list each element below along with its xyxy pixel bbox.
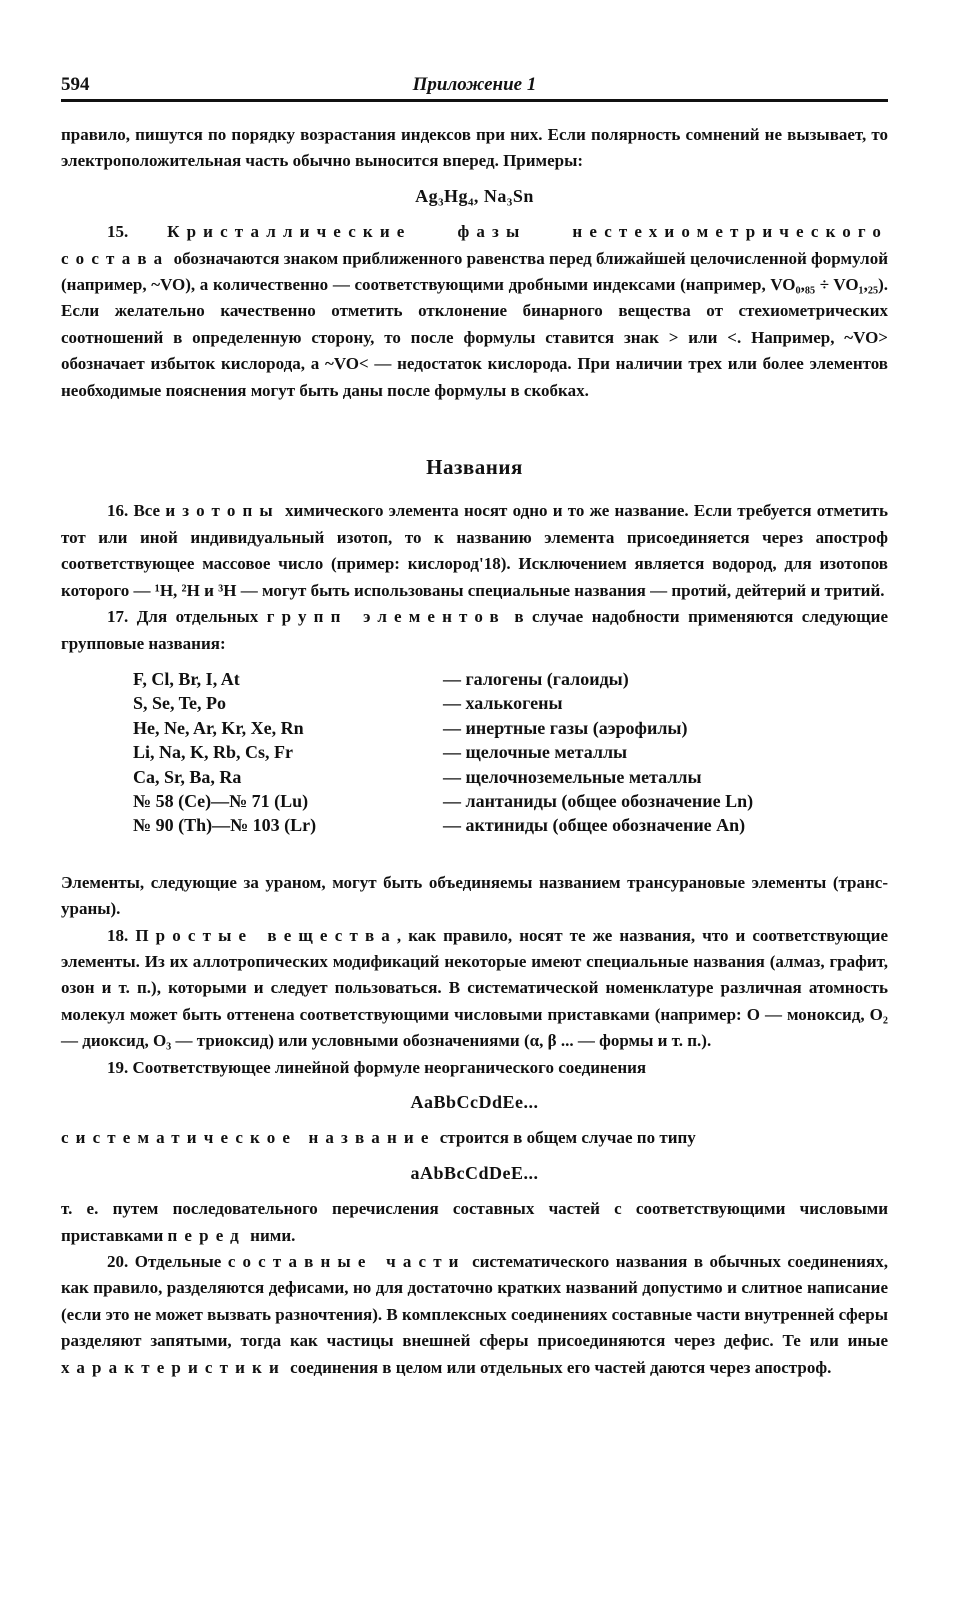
- paragraph-transuranic: Элементы, следующие за ураном, могут быть объединяемы названием трансурановые элементы (транс-ураны).: [61, 872, 888, 919]
- paragraph-text: Отдельные: [128, 1252, 228, 1272]
- spaced-term: изотопы: [165, 501, 280, 521]
- group-name: — галогены (галоиды): [443, 668, 629, 689]
- element-groups-table: [133, 667, 753, 838]
- group-name: — халькогены: [443, 693, 563, 714]
- group-elements: Li, Na, K, Rb, Cs, Fr: [133, 742, 294, 763]
- paragraph-systematic: [61, 1125, 888, 1151]
- paragraph-text: т. е. путем последовательного перечисления составных частей с соответствующими числовыми приставками: [61, 1199, 888, 1245]
- group-name: — инертные газы (аэрофилы): [443, 717, 688, 738]
- paragraph-text: ними.: [245, 1225, 296, 1245]
- paragraph-item-16: [61, 498, 888, 604]
- item-number: 16.: [107, 501, 129, 521]
- paragraph-text: , как правило, носят те же названия, что и соответствующие элементы. Из их аллотропических модификаций некоторые имеют специальные названия (алмаз, графит, озон и т. п.), которыми и следует пользоваться. В систематической номенклатуре различная атомность молекул может быть оттенена соответствующими числовыми приставками (например: O — моноксид, O₂ — диоксид, O₃ — триоксид) или условными обозначениями (α, β ... — формы и т. п.).: [61, 925, 888, 1051]
- paragraph-intro: правило, пишутся по порядку возрастания индексов при них. Если полярность сомнений не вызывает, то электроположительная часть обычно выносится вперед. Примеры:: [61, 125, 888, 171]
- table-row: [133, 716, 753, 740]
- item-number: 20.: [107, 1252, 129, 1272]
- group-name: — щелочные металлы: [443, 742, 628, 763]
- page-header: [61, 74, 888, 98]
- paragraph-text: в случае надобности применяются следующие групповые названия:: [61, 607, 888, 653]
- group-name: — лантаниды (общее обозначение Ln): [443, 790, 754, 811]
- table-row: [133, 789, 753, 813]
- spaced-term: составные части: [227, 1252, 466, 1272]
- paragraph-text: строится в общем случае по типу: [435, 1128, 696, 1148]
- paragraph-item-19: [61, 1055, 888, 1081]
- group-elements: № 90 (Th)—№ 103 (Lr): [133, 815, 317, 836]
- group-name: — щелочноземельные металлы: [443, 766, 702, 787]
- paragraph-text: обозначаются знаком приближенного равенства перед ближайшей целочисленной формулой (например, ~VO), а количественно — соответствующими дробными индексами (например, VO₀,₈₅ ÷ VO₁,₂₅). Если желательно качественно отметить отклонение бинарного вещества от стехиометрических соотношений в определенную сторону, то после формулы ставится знак > или <. Например, ~VO> обозначает избыток кислорода, а ~VO< — недостаток кислорода. При наличии трех или более элементов необходимые пояснения могут быть даны после формулы в скобках.: [61, 248, 888, 400]
- paragraph-text: Соответствующее линейной формуле неорганического соединения: [128, 1057, 647, 1077]
- spaced-term: Кристаллические фазы нестехиометрического состава: [61, 222, 888, 268]
- formula-name: aAbBcCdDeE...: [410, 1162, 539, 1183]
- group-elements: F, Cl, Br, I, At: [133, 668, 240, 689]
- spaced-term: перед: [167, 1225, 246, 1245]
- page-number: 594: [61, 74, 90, 95]
- header-rule: [61, 99, 888, 102]
- paragraph-text: соединения в целом или отдельных его частей даются через апостроф.: [285, 1357, 832, 1377]
- paragraph-text: Для отдельных: [128, 607, 267, 627]
- table-row: [133, 667, 753, 691]
- group-elements: S, Se, Te, Po: [133, 693, 227, 714]
- paragraph-item-17: [61, 604, 888, 657]
- spaced-term: характеристики: [61, 1357, 286, 1377]
- table-row: [133, 691, 753, 715]
- item-number: 17.: [107, 607, 129, 627]
- spaced-term: Простые вещества: [135, 925, 397, 945]
- paragraph-ie: [61, 1196, 888, 1249]
- paragraph-text: систематического названия в обычных соединениях, как правило, разделяются дефисами, но для достаточно кратких названий допустимо и слитное написание (если это не может вызвать разночтения). В комплексных соединениях составные части внутренней сферы разделяют запятыми, тогда как частицы внешней сферы присоединяются через дефис. Те или иные: [61, 1252, 889, 1351]
- paragraph-item-18: [61, 923, 888, 1055]
- group-elements: № 58 (Ce)—№ 71 (Lu): [133, 790, 309, 811]
- item-number: 18.: [107, 925, 129, 945]
- table-row: [133, 813, 753, 837]
- running-title: Приложение 1: [412, 74, 537, 95]
- group-elements: He, Ne, Ar, Kr, Xe, Rn: [133, 717, 304, 738]
- spaced-term: систематическое название: [61, 1128, 436, 1148]
- page-body: [61, 122, 888, 1381]
- table-row: [133, 740, 753, 764]
- item-number: 19.: [107, 1057, 129, 1077]
- group-elements: Ca, Sr, Ba, Ra: [133, 766, 242, 787]
- paragraph-item-20: [61, 1249, 888, 1381]
- spaced-term: групп элементов: [266, 607, 506, 627]
- formula-linear: AaBbCcDdEe...: [410, 1092, 539, 1112]
- paragraph-text: Все: [128, 501, 166, 521]
- paragraph-text: химического элемента носят одно и то же название. Если требуется отметить тот или иной индивидуальный изотоп, то к названию элемента присоединяется через апостроф соответствующее массовое число (пример: кислород'18). Исключением является водород, для изотопов которого — ¹H, ²H и ³H — могут быть использованы специальные названия — протий, дейтерий и тритий.: [61, 501, 888, 600]
- group-name: — актиниды (общее обозначение An): [443, 815, 746, 836]
- formula-examples: Ag₃Hg₄, Na₃Sn: [415, 185, 534, 206]
- table-row: [133, 765, 753, 789]
- section-title: Названия: [426, 455, 523, 480]
- paragraph-item-15: [61, 219, 888, 404]
- item-number: 15.: [107, 222, 129, 242]
